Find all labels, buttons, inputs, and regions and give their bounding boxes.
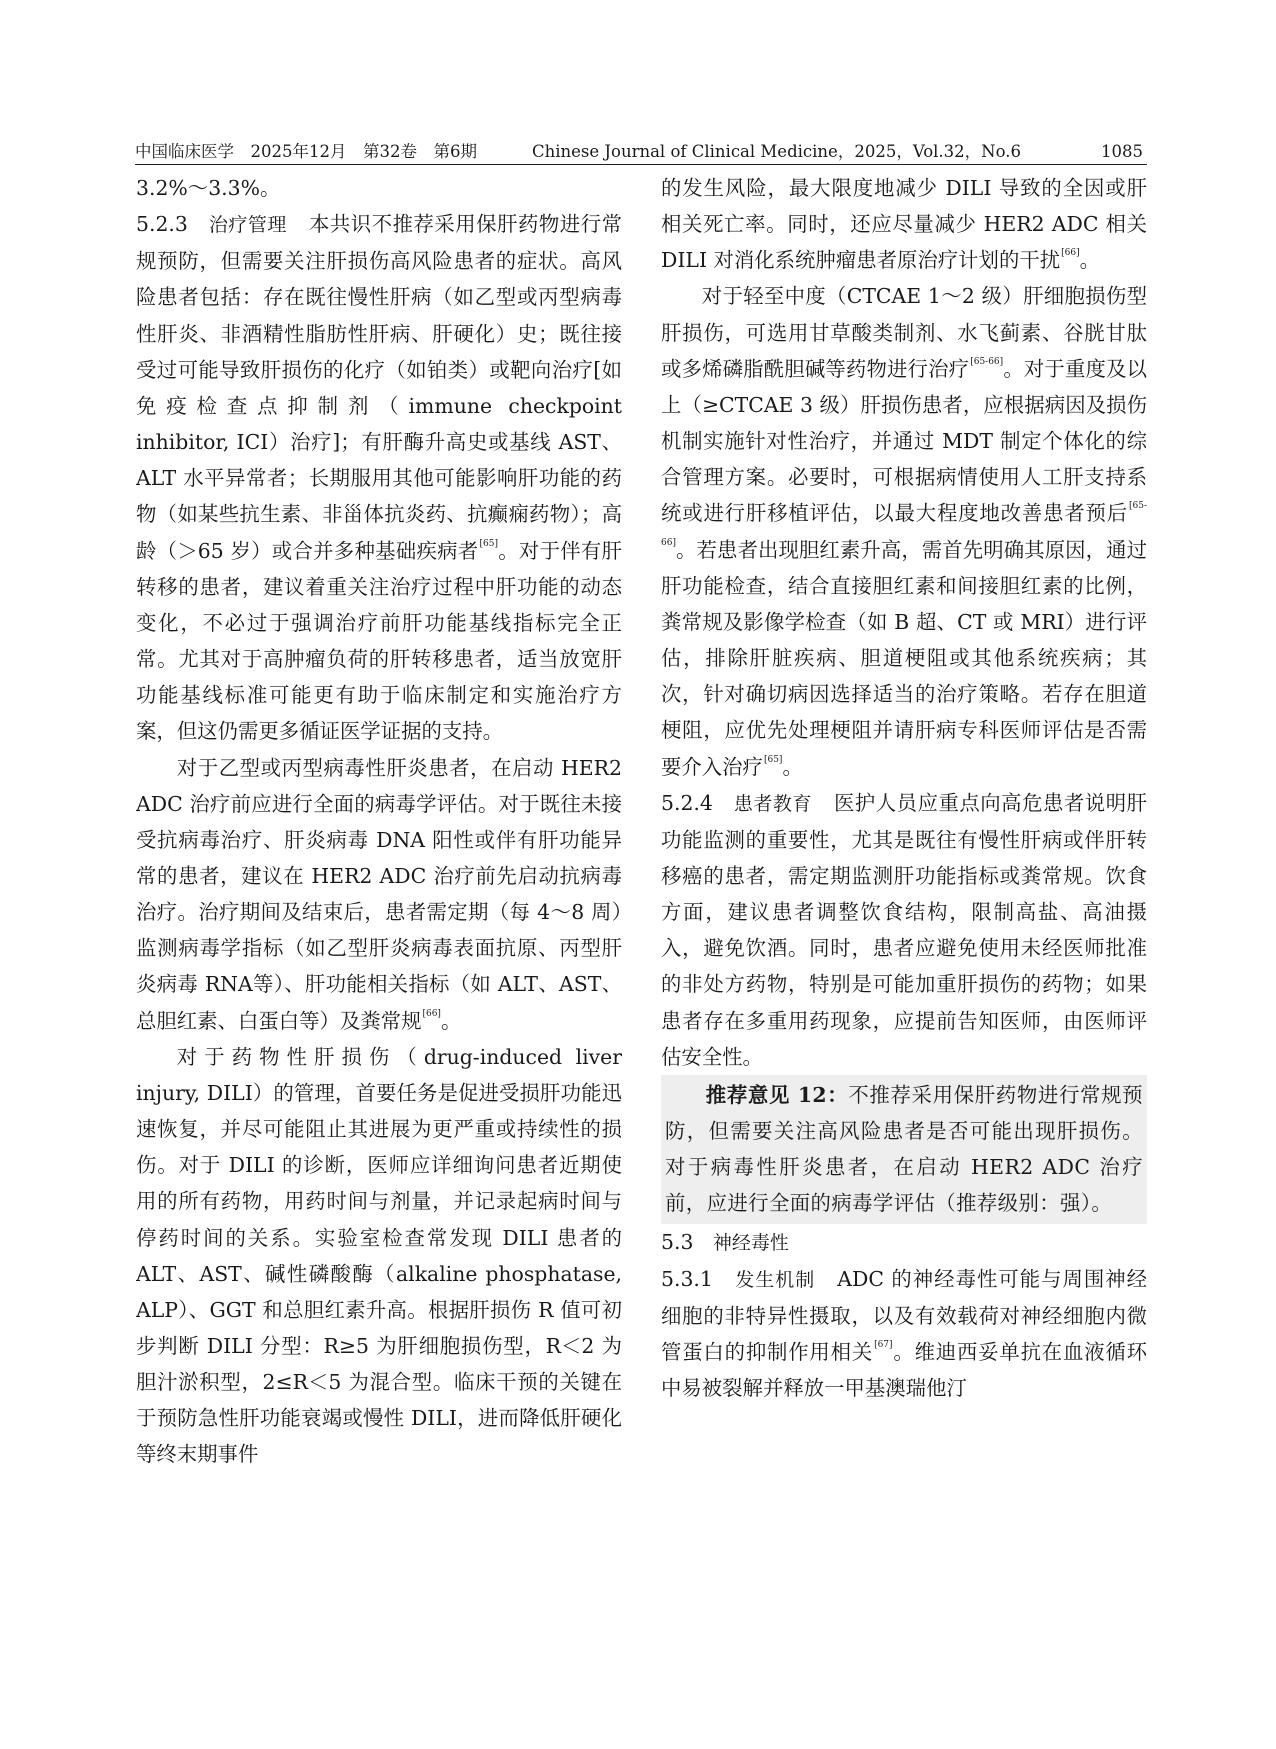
paragraph-dili: 对于药物性肝损伤（drug-induced liver injury, DILI）的管理，首要任务是促进受损肝功能迅速恢复，并尽可能阻止其进展为更严重或持续性的损伤。对于 DILI 的诊断，医师应详细询问患者近期使用的所有药物，用药时间与剂量，并记录起病时间与停药时间的关系。实验室检查常发现 DILI 患者的 ALT、AST、碱性磷酸酶（alkaline phosphatase, ALP）、GGT 和总胆红素升高。根据肝损伤 R 值可初步判断 DILI 分型：R≥5 为肝细胞损伤型，R＜2 为胆汁淤积型，2≤R＜5 为混合型。临床干预的关键在于预防急性肝功能衰竭或慢性 DILI，进而降低肝硬化等终末期事件 — [136, 1044, 622, 1467]
subsection-heading: 患者教育 — [733, 792, 812, 815]
paragraph-continued — [661, 170, 1147, 278]
paragraph-treatment-management — [136, 206, 622, 749]
paragraph-hepatitis — [136, 750, 622, 1039]
section-number: 5.2.3 — [136, 212, 188, 237]
subsection-heading: 治疗管理 — [208, 214, 287, 237]
paragraph-text: 对于轻至中度（CTCAE 1～2 级）肝细胞损伤型肝损伤，可选用甘草酸类制剂、水飞蓟素、谷胱甘肽或多烯磷脂酰胆碱等药物进行治疗 — [661, 284, 1147, 381]
citation: [65] — [479, 538, 498, 549]
citation: [65] — [763, 754, 783, 765]
section-title: 神经毒性 — [712, 1231, 789, 1254]
header-journal-name: Chinese Journal of Clinical Medicine，2025，Vol.32，No.6 — [532, 142, 1021, 161]
punctuation: 。 — [1079, 248, 1100, 273]
subsection-heading: 发生机制 — [735, 1268, 816, 1291]
citation: [66] — [422, 1008, 441, 1019]
citation: [65-66] — [661, 501, 1147, 548]
recommendation-box — [661, 1075, 1147, 1224]
recommendation-text: 不推荐采用保肝药物进行常规预防，但需要关注高风险患者是否可能出现肝损伤。对于病毒性肝炎患者，在启动 HER2 ADC 治疗前，应进行全面的病毒学评估（推荐级别：强）。 — [665, 1082, 1143, 1216]
paragraph-text: 。对于重度及以上（≥CTCAE 3 级）肝损伤患者，应根据病因及损伤机制实施针对性治疗，并通过 MDT 制定个体化的综合管理方案。必要时，可根据病情使用人工肝支持系统或进行肝移植评估，以最大程度地改善患者预后 — [661, 356, 1147, 526]
paragraph-text: 。若患者出现胆红素升高，需首先明确其原因，通过肝功能检查，结合直接胆红素和间接胆红素的比例，粪常规及影像学检查（如 B 超、CT 或 MRI）进行评估，排除肝脏疾病、胆道梗阻或其他系统疾病；其次，针对确切病因选择适当的治疗策略。若存在胆道梗阻，应优先处理梗阻并请肝病专科医师评估是否需要介入治疗 — [661, 537, 1147, 779]
paragraph-text: 。维迪西妥单抗在血液循环中易被裂解并释放一甲基澳瑞他汀 — [661, 1340, 1147, 1401]
section-heading — [661, 1224, 1147, 1261]
paragraph-text: ADC 的神经毒性可能与周围神经细胞的非特异性摄取，以及有效载荷对神经细胞内微管蛋白的抑制作用相关 — [661, 1266, 1147, 1364]
paragraph-text: 本共识不推荐采用保肝药物进行常规预防，但需要关注肝损伤高风险患者的症状。高风险患者包括：存在既往慢性肝病（如乙型或丙型病毒性肝炎、非酒精性脂肪性肝病、肝硬化）史；既往接受过可能导致肝损伤的化疗（如铂类）或靶向治疗[如免疫检查点抑制剂（immune checkpoint inhibitor, ICI）治疗]；有肝酶升高史或基线 AST、ALT 水平异常者；长期服用其他可能影响肝功能的药物（如某些抗生素、非甾体抗炎药、抗癫痫药物）；高龄（＞65 岁）或合并多种基础疾病者 — [136, 212, 622, 563]
header-journal-issue: 中国临床医学 2025年12月 第32卷 第6期 — [135, 142, 477, 161]
recommendation-label: 推荐意见 12： — [705, 1082, 849, 1107]
citation: [67] — [874, 1340, 893, 1350]
citation: [65-66] — [970, 356, 1004, 367]
paragraph-text: 医护人员应重点向高危患者说明肝功能监测的重要性，尤其是既往有慢性肝病或伴肝转移癌的患者，需定期监测肝功能指标或粪常规。饮食方面，建议患者调整饮食结构，限制高盐、高油摄入，避免饮酒。同时，患者应避免使用未经医师批准的非处方药物，特别是可能加重肝损伤的药物；如果患者存在多重用药现象，应提前告知医师，由医师评估安全性。 — [661, 790, 1147, 1069]
section-number: 5.3.1 — [661, 1266, 713, 1291]
header-journal-english — [532, 138, 1143, 162]
paragraph-patient-education — [661, 785, 1147, 1075]
paragraph-text: 的发生风险，最大限度地减少 DILI 导致的全因或肝相关死亡率。同时，还应尽量减少 HER2 ADC 相关 DILI 对消化系统肿瘤患者原治疗计划的干扰 — [661, 176, 1147, 273]
section-number: 5.3 — [661, 1229, 694, 1254]
right-column — [661, 170, 1147, 1650]
header-rule — [135, 164, 1147, 165]
left-column — [136, 170, 622, 1650]
paragraph-mechanism — [661, 1261, 1147, 1407]
citation: [66] — [1061, 248, 1080, 259]
section-number: 5.2.4 — [661, 790, 713, 815]
paragraph-severity-treatment — [661, 278, 1147, 784]
paragraph-text: 对于乙型或丙型病毒性肝炎患者，在启动 HER2 ADC 治疗前应进行全面的病毒学评估。对于既往未接受抗病毒治疗、肝炎病毒 DNA 阳性或伴有肝功能异常的患者，建议在 HER2 ADC 治疗前先启动抗病毒治疗。治疗期间及结束后，患者需定期（每 4～8 周）监测病毒学指标（如乙型肝炎病毒表面抗原、丙型肝炎病毒 RNA等）、肝功能相关指标（如 ALT、AST、总胆红素、白蛋白等）及粪常规 — [136, 755, 622, 1033]
page-number: 1085 — [1101, 142, 1143, 161]
paragraph-continued: 3.2%～3.3%。 — [136, 176, 281, 200]
punctuation: 。 — [440, 1008, 462, 1033]
paragraph-text: 。对于伴有肝转移的患者，建议着重关注治疗过程中肝功能的动态变化，不必过于强调治疗前肝功能基线指标完全正常。尤其对于高肿瘤负荷的肝转移患者，适当放宽肝功能基线标准可能更有助于临床制定和实施治疗方案，但这仍需更多循证医学证据的支持。 — [136, 538, 622, 744]
punctuation: 。 — [782, 754, 803, 779]
running-header — [135, 134, 1147, 164]
